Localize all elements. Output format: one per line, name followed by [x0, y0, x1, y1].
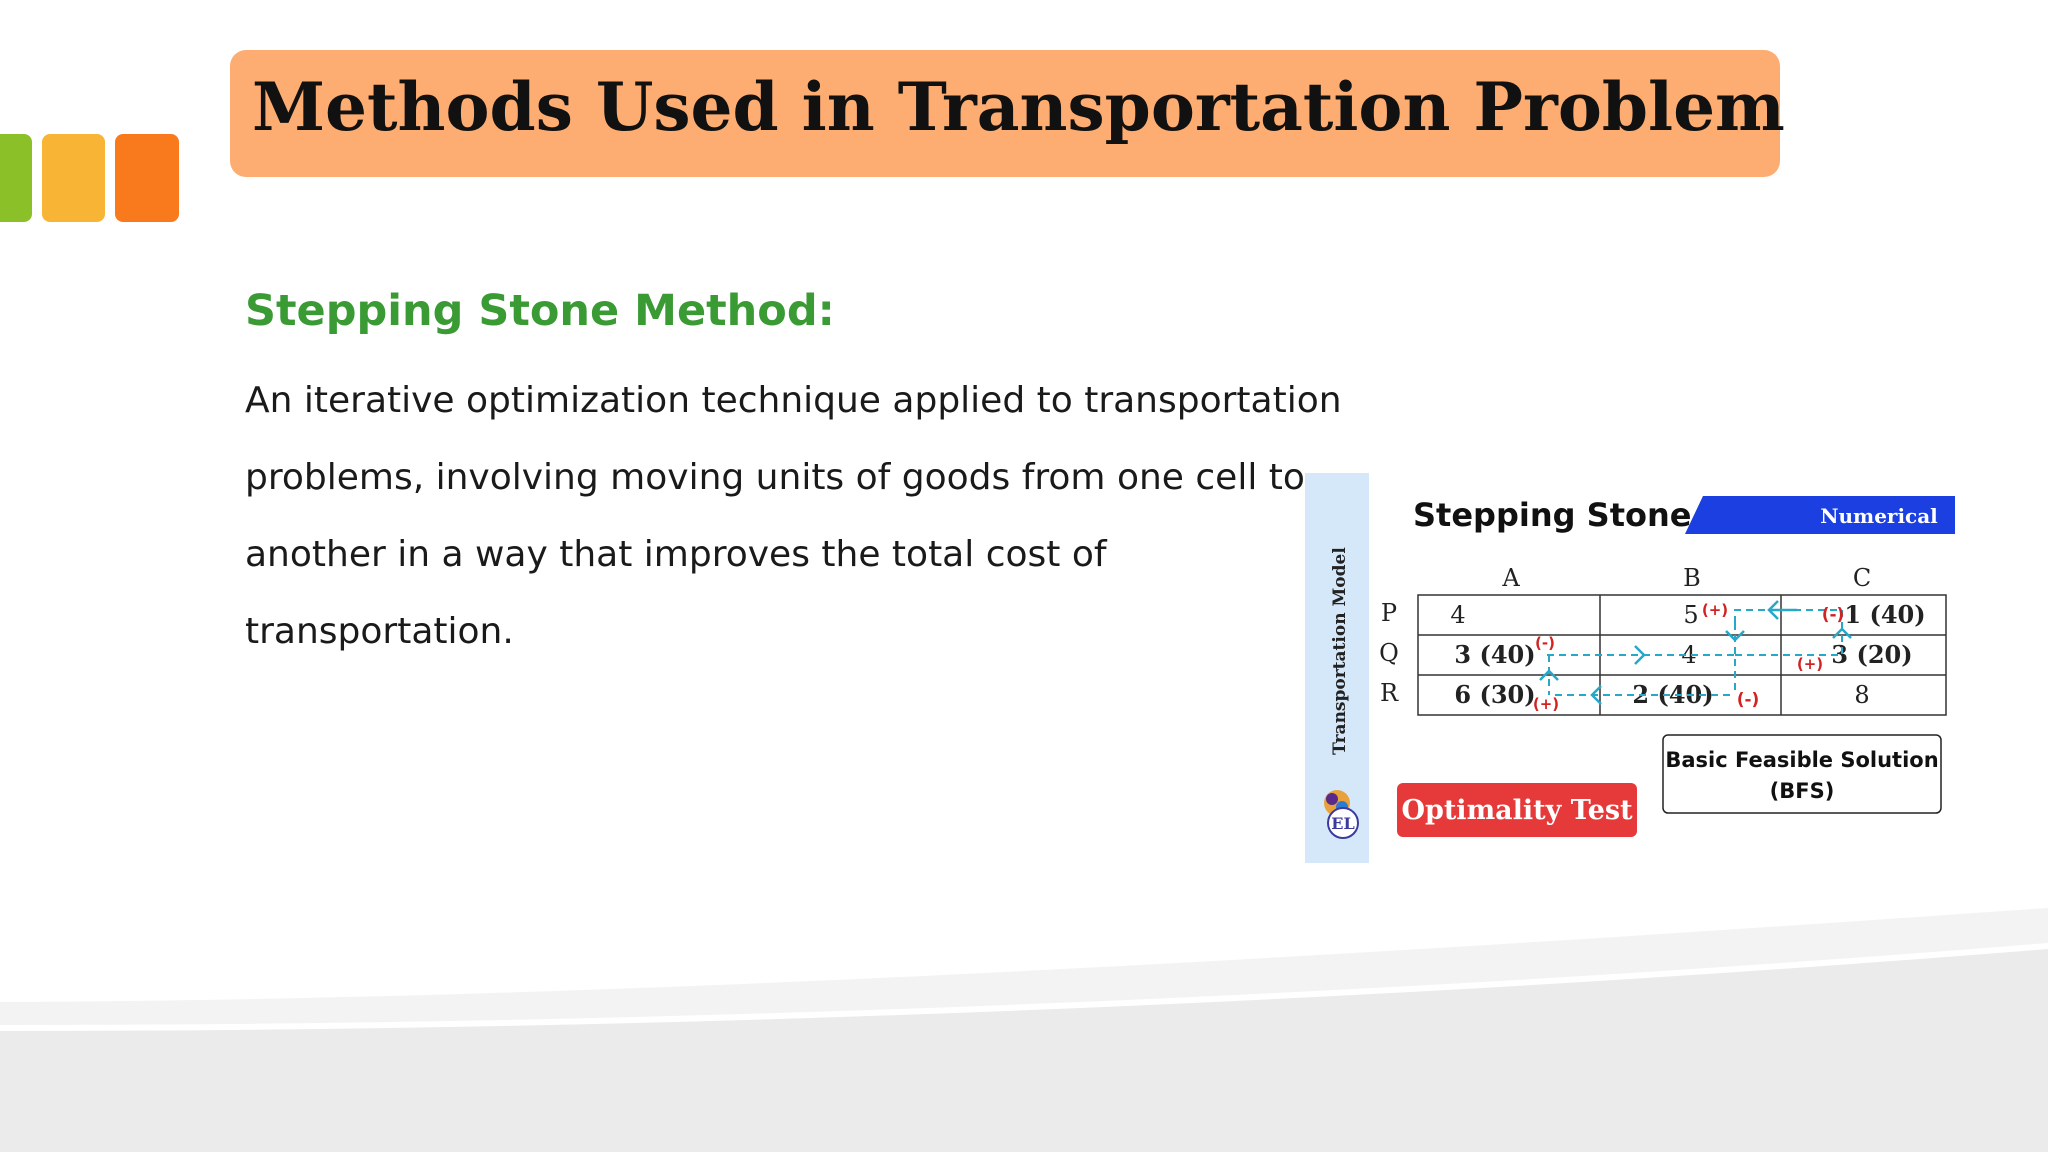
table-cell: 1 (40)	[1844, 600, 1926, 629]
column-header: B	[1683, 564, 1701, 592]
paragraph-line: problems, involving moving units of goods from one cell to	[245, 457, 1305, 498]
column-header: C	[1852, 564, 1872, 592]
stepping-stone-diagram	[1305, 473, 1955, 863]
paragraph-line: An iterative optimization technique applied to transportation	[245, 380, 1342, 421]
table-cell: 8	[1854, 681, 1870, 709]
sidebar-label: Transportation Model	[1330, 547, 1350, 755]
table-cell: 3 (40)	[1454, 640, 1536, 669]
optimality-test-label: Optimality Test	[1401, 795, 1633, 826]
section-heading: Stepping Stone Method:	[245, 286, 835, 336]
decor-square-green	[0, 134, 32, 222]
title-bar	[230, 50, 1785, 177]
table-cell: 6 (30)	[1454, 680, 1536, 709]
plus-sign: (+)	[1796, 655, 1824, 673]
table-cell: 4	[1681, 641, 1697, 669]
table-cell: 2 (40)	[1632, 680, 1714, 709]
diagram-svg	[1305, 473, 1955, 863]
bfs-label-line1: Basic Feasible Solution	[1665, 748, 1939, 772]
plus-sign: (+)	[1532, 695, 1560, 713]
row-label: P	[1380, 599, 1398, 627]
row-label: Q	[1379, 639, 1399, 667]
paragraph-line: transportation.	[245, 611, 514, 652]
numerical-tag-label: Numerical	[1820, 504, 1938, 528]
logo-text: EL	[1331, 814, 1355, 833]
minus-sign: (-)	[1535, 634, 1555, 652]
minus-sign: (-)	[1736, 690, 1760, 710]
description-paragraph	[245, 362, 1342, 670]
decor-square-yellow	[42, 134, 105, 222]
plus-sign: (+)	[1701, 601, 1729, 619]
decor-square-orange	[115, 134, 179, 222]
table-cell: 3 (20)	[1831, 640, 1913, 669]
row-label: R	[1379, 679, 1399, 707]
minus-sign: (-)	[1821, 605, 1845, 625]
table-cell: 5	[1683, 601, 1699, 629]
bottom-wave-decoration	[0, 880, 2048, 1152]
table-cell: 4	[1450, 601, 1466, 629]
column-header: A	[1502, 564, 1520, 592]
bfs-label-line2: (BFS)	[1769, 779, 1835, 803]
slide-title: Methods Used in Transportation Problem	[252, 68, 1785, 146]
diagram-title: Stepping Stone	[1413, 496, 1692, 534]
paragraph-line: another in a way that improves the total cost of	[245, 534, 1107, 575]
